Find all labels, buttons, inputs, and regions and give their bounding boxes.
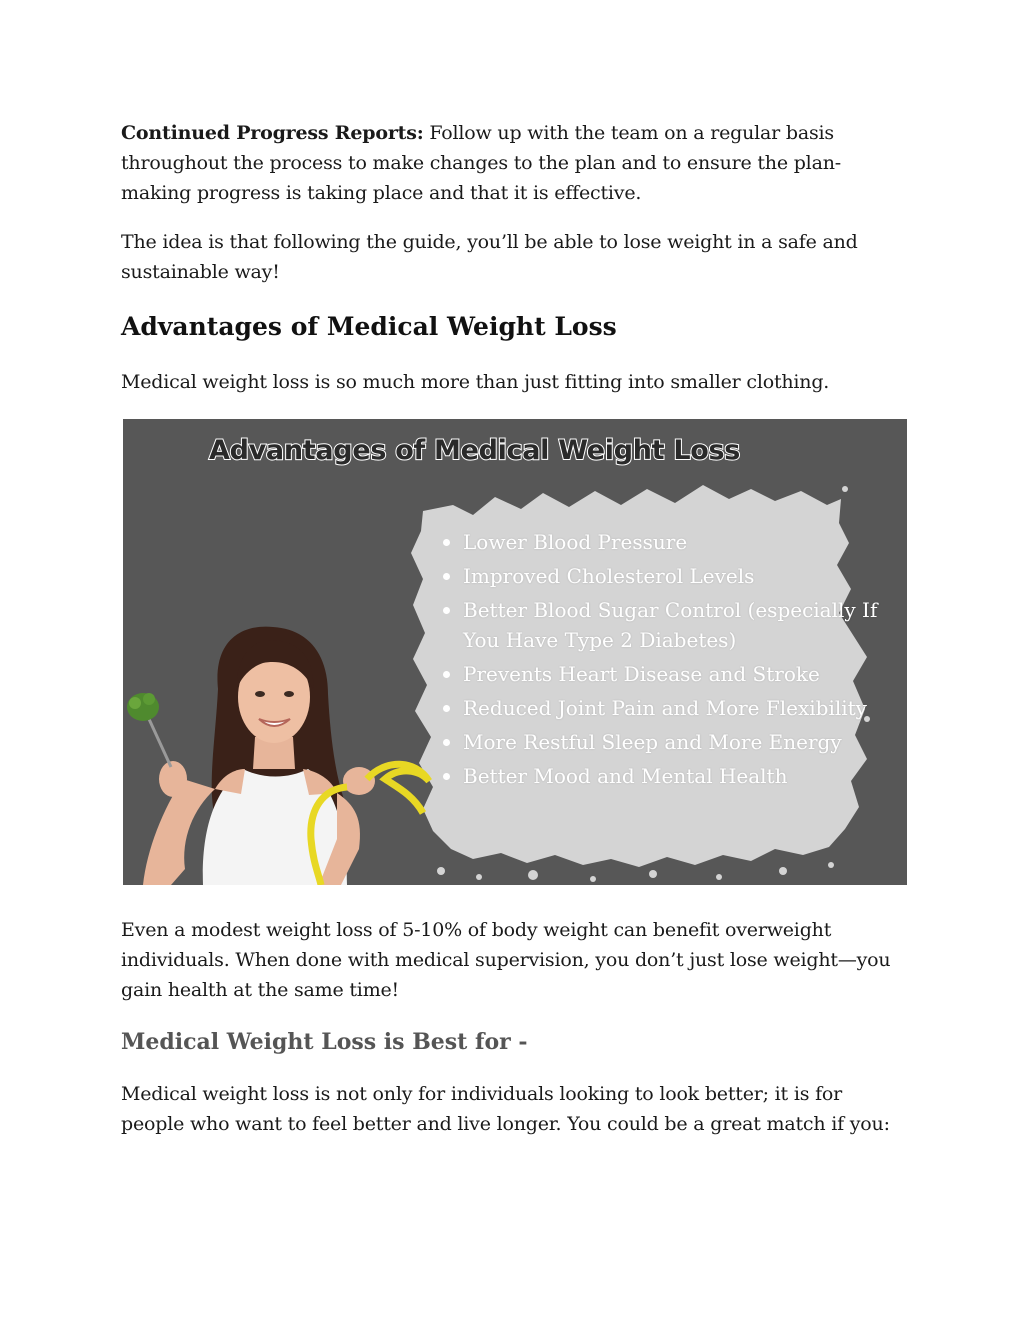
- bullet-icon: [443, 607, 450, 614]
- idea-paragraph: The idea is that following the guide, you’ll be able to lose weight in a safe and sustainable way!: [121, 231, 858, 283]
- document-page: [121, 118, 911, 1139]
- best-for-paragraph: Medical weight loss is not only for individuals looking to look better; it is for people who want to feel better and live longer. You could be a great match if you:: [121, 1083, 890, 1135]
- progress-reports-paragraph: [121, 118, 911, 208]
- benefit-item: More Restful Sleep and More Energy: [441, 727, 881, 757]
- benefit-item: Lower Blood Pressure: [441, 527, 881, 557]
- advantages-infographic: [123, 419, 907, 885]
- woman-photo-illustration: [123, 619, 443, 885]
- bullet-icon: [443, 573, 450, 580]
- bullet-icon: [443, 739, 450, 746]
- best-for-heading: Medical Weight Loss is Best for -: [121, 1029, 528, 1055]
- benefits-list: [441, 527, 881, 795]
- bullet-icon: [443, 539, 450, 546]
- bullet-icon: [443, 773, 450, 780]
- bullet-icon: [443, 705, 450, 712]
- modest-weight-loss-paragraph: Even a modest weight loss of 5-10% of body weight can benefit overweight individuals. When done with medical supervision, you don’t just lose weight—you gain health at the same time!: [121, 919, 891, 1001]
- progress-reports-text: Follow up with the team on a regular basis throughout the process to make changes to the plan and to ensure the plan-making progress is taking place and that it is effective.: [121, 122, 841, 204]
- benefit-item: Reduced Joint Pain and More Flexibility: [441, 693, 881, 723]
- benefit-item: Prevents Heart Disease and Stroke: [441, 659, 881, 689]
- advantages-lead: Medical weight loss is so much more than just fitting into smaller clothing.: [121, 371, 830, 393]
- infographic-title: Advantages of Medical Weight Loss: [209, 435, 741, 466]
- benefit-item: Better Mood and Mental Health: [441, 761, 881, 791]
- benefit-item: Better Blood Sugar Control (especially If You Have Type 2 Diabetes): [441, 595, 881, 655]
- progress-reports-label: Continued Progress Reports:: [121, 122, 424, 144]
- benefit-item: Improved Cholesterol Levels: [441, 561, 881, 591]
- bullet-icon: [443, 671, 450, 678]
- advantages-heading: Advantages of Medical Weight Loss: [121, 312, 617, 341]
